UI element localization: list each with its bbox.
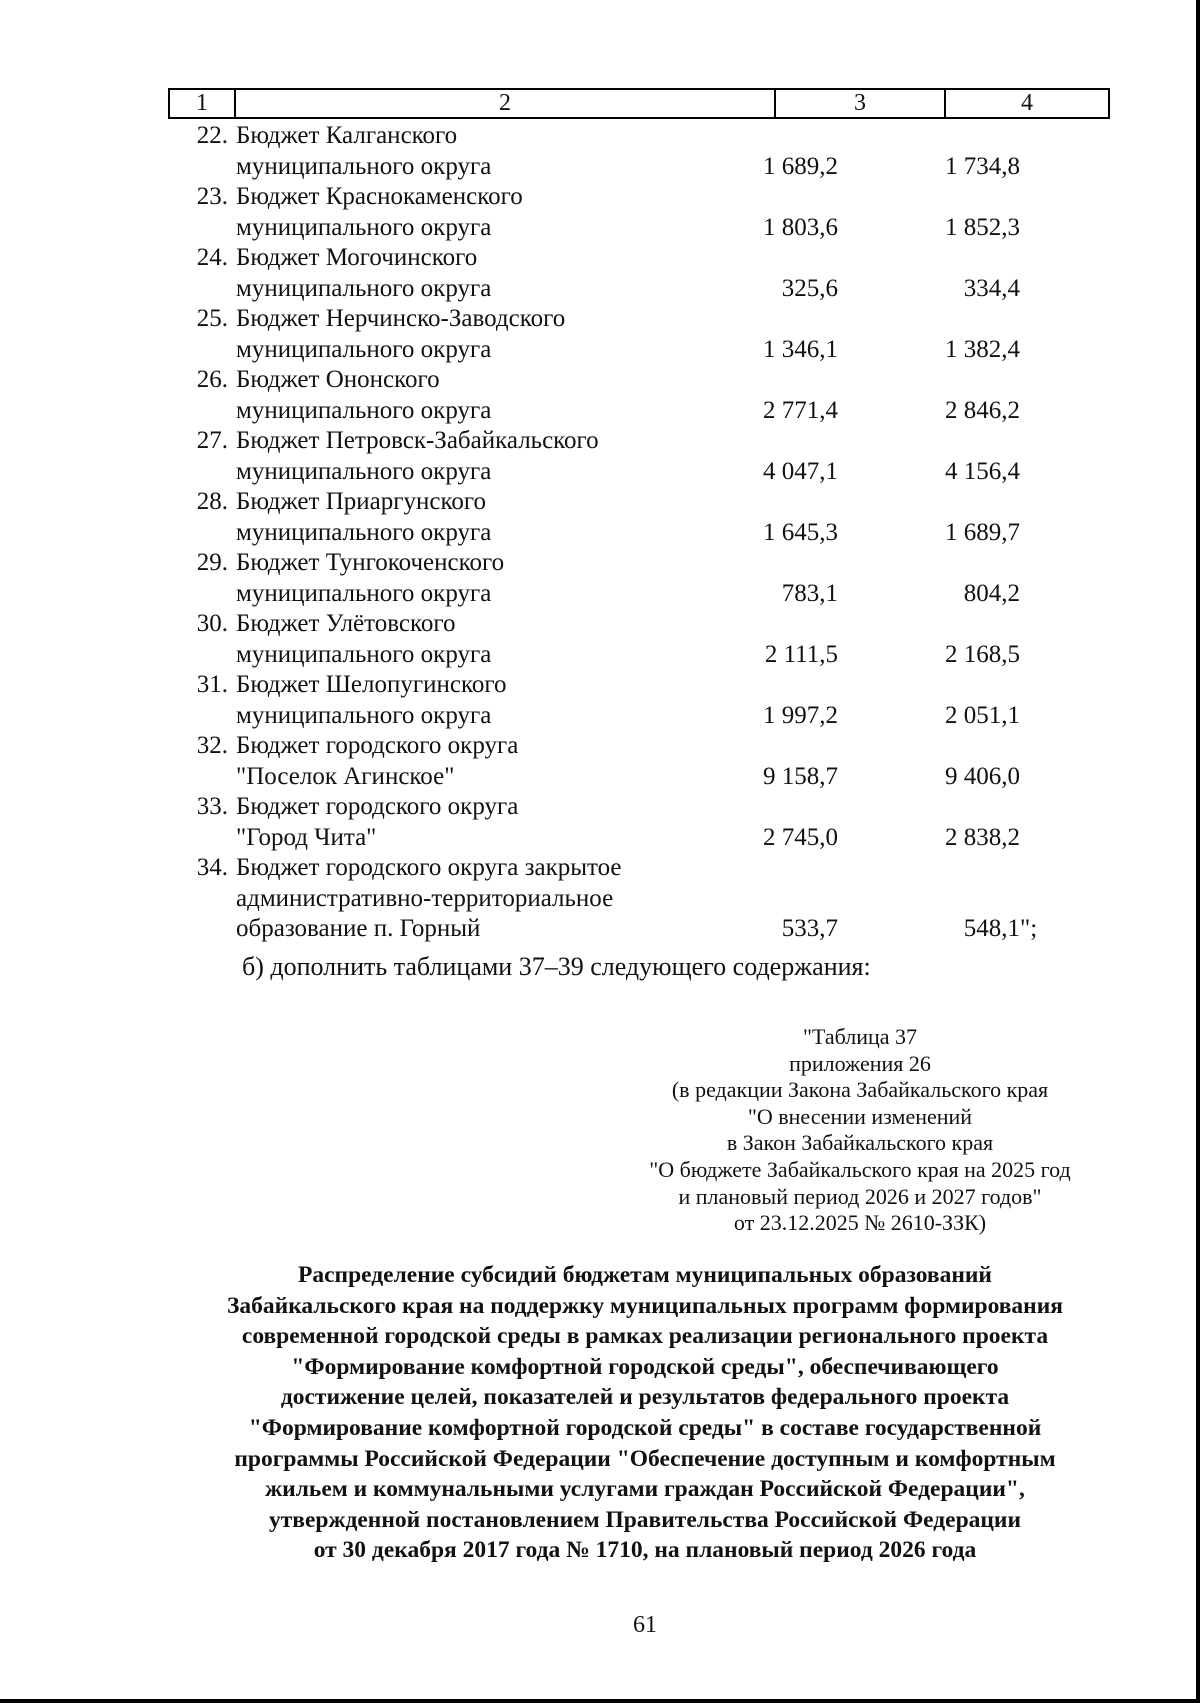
row-name-line: Бюджет Тунгокоченского [236, 549, 505, 576]
row-name-line: муниципального округа [236, 701, 492, 729]
row-name [236, 304, 716, 365]
value-2026: 1 803,6 [763, 213, 838, 241]
table-row [168, 731, 1128, 792]
value-2026: 783,1 [781, 579, 838, 607]
title-line: "Формирование комфортной городской среды" в составе государственной [248, 1414, 1042, 1441]
table-body [168, 121, 1128, 945]
value-2026: 4 047,1 [763, 457, 838, 485]
row-number: 22. [196, 122, 228, 149]
row-name-line: Бюджет Краснокаменского [236, 183, 523, 210]
table-row [168, 243, 1128, 304]
value-2027-text: 2 168,5 [945, 640, 1020, 668]
row-name-line: муниципального округа [236, 335, 492, 363]
table-row [168, 304, 1128, 365]
row-number: 28. [196, 488, 228, 515]
caption-line: "О бюджете Забайкальского края на 2025 год [649, 1156, 1071, 1182]
row-name-line: Бюджет Петровск-Забайкальского [236, 427, 599, 454]
value-2027-text: 1 689,7 [945, 518, 1020, 546]
value-2027-text: 1 734,8 [945, 152, 1020, 180]
row-name [236, 792, 716, 853]
row-name-line: муниципального округа [236, 213, 492, 241]
value-2027-text: 334,4 [963, 274, 1020, 302]
row-number: 30. [196, 610, 228, 637]
row-name-line: муниципального округа [236, 396, 492, 424]
row-number: 31. [196, 671, 228, 698]
value-2027-text: 804,2 [963, 579, 1020, 607]
row-name [236, 426, 716, 487]
row-name-line: Бюджет городского округа закрытое [236, 854, 622, 881]
value-2026: 2 771,4 [763, 396, 838, 424]
document-title [160, 1260, 1130, 1566]
table-header [168, 88, 1110, 119]
amendment-paragraph: б) дополнить таблицами 37–39 следующего содержания: [242, 952, 871, 981]
header-col-2: 2 [236, 90, 776, 117]
value-2027 [964, 579, 1020, 610]
caption-line: от 23.12.2025 № 2610-ЗЗК) [733, 1210, 987, 1236]
value-2026: 9 158,7 [763, 762, 838, 790]
row-name-line: муниципального округа [236, 640, 492, 668]
caption-line: в Закон Забайкальского края [726, 1130, 994, 1156]
table-row [168, 670, 1128, 731]
row-number: 34. [196, 854, 228, 881]
page-number: 61 [633, 1612, 657, 1638]
row-name-line: Бюджет городского округа [236, 732, 519, 759]
row-number: 27. [196, 427, 228, 454]
row-name-line: муниципального округа [236, 457, 492, 485]
title-line: программы Российской Федерации "Обеспечение доступным и комфортным [234, 1445, 1056, 1472]
row-name-line: муниципального округа [236, 274, 492, 302]
caption-line: (в редакции Закона Забайкальского края [671, 1077, 1049, 1103]
row-name-line: муниципального округа [236, 579, 492, 607]
table-row [168, 121, 1128, 182]
row-name-line: Бюджет Улётовского [236, 610, 456, 637]
value-2027 [945, 762, 1020, 793]
row-number: 23. [196, 183, 228, 210]
value-2026: 1 645,3 [763, 518, 838, 546]
row-number: 24. [196, 244, 228, 271]
row-name [236, 365, 716, 426]
row-name-line: образование п. Горный [236, 915, 481, 942]
closing-quote: "; [1020, 915, 1038, 942]
value-2027 [945, 823, 1020, 854]
value-2027-text: 9 406,0 [945, 762, 1020, 790]
value-2027-text: 1 382,4 [945, 335, 1020, 363]
value-2027 [945, 152, 1020, 183]
title-line: современной городской среды в рамках реализации регионального проекта [241, 1323, 1049, 1350]
value-2027 [945, 518, 1020, 549]
title-line: утвержденной постановлением Правительства Российской Федерации [268, 1506, 1022, 1533]
value-2026: 1 997,2 [763, 701, 838, 729]
row-number: 33. [196, 793, 228, 820]
title-line: от 30 декабря 2017 года № 1710, на плановый период 2026 года [313, 1537, 977, 1564]
row-name-line: "Город Чита" [236, 823, 377, 851]
header-col-3: 3 [776, 90, 946, 117]
row-name-line: муниципального округа [236, 152, 492, 180]
title-line: "Формирование комфортной городской среды", обеспечивающего [291, 1353, 999, 1380]
row-name-line: Бюджет Приаргунского [236, 488, 486, 515]
value-2027-text: 548,1 [963, 915, 1020, 942]
table-row [168, 853, 1128, 945]
caption-line: и плановый период 2026 и 2027 годов" [678, 1183, 1042, 1209]
table-row [168, 609, 1128, 670]
row-name [236, 670, 716, 731]
row-number: 32. [196, 732, 228, 759]
caption-line: "Таблица 37 [802, 1024, 918, 1049]
row-name [236, 182, 716, 243]
title-line: Распределение субсидий бюджетам муниципальных образований [298, 1262, 992, 1288]
value-2026: 2 745,0 [763, 823, 838, 851]
row-name [236, 548, 716, 609]
row-number: 26. [196, 366, 228, 393]
row-name-line: Бюджет Могочинского [236, 244, 478, 271]
value-2027 [964, 274, 1020, 305]
value-2027 [945, 640, 1020, 671]
value-2027-text: 2 846,2 [945, 396, 1020, 424]
row-number: 25. [196, 305, 228, 332]
value-2027-text: 4 156,4 [945, 457, 1020, 485]
row-name-line: Бюджет Калганского [236, 122, 458, 149]
caption-line: "О внесении изменений [747, 1103, 973, 1129]
value-2027 [945, 457, 1020, 488]
table-row [168, 487, 1128, 548]
row-name-line: Бюджет городского округа [236, 793, 519, 820]
value-2026: 1 689,2 [763, 152, 838, 180]
row-name-line: Бюджет Шелопугинского [236, 671, 507, 698]
row-name-line: административно-территориальное [236, 884, 614, 912]
row-name-line: муниципального округа [236, 518, 492, 546]
row-name-line: "Поселок Агинское" [236, 762, 455, 790]
row-name [236, 731, 716, 792]
value-2026: 1 346,1 [763, 335, 838, 363]
row-name [236, 243, 716, 304]
title-line: жильем и коммунальными услугами граждан Российской Федерации", [265, 1476, 1025, 1503]
table-row [168, 365, 1128, 426]
table-row [168, 792, 1128, 853]
value-2026: 533,7 [781, 915, 838, 942]
table-row [168, 548, 1128, 609]
value-2026: 2 111,5 [764, 640, 838, 668]
row-name [236, 121, 716, 182]
value-2027 [945, 335, 1020, 366]
row-number: 29. [196, 549, 228, 576]
title-line: достижение целей, показателей и результатов федерального проекта [280, 1384, 1010, 1411]
row-name [236, 853, 716, 945]
value-2027-text: 2 051,1 [945, 701, 1020, 729]
value-2027-text: 2 838,2 [945, 823, 1020, 851]
header-col-4: 4 [1021, 90, 1033, 116]
table-row [168, 426, 1128, 487]
title-line: Забайкальского края на поддержку муниципальных программ формирования [227, 1292, 1063, 1319]
value-2027-text: 1 852,3 [945, 213, 1020, 241]
header-col-1: 1 [170, 90, 236, 117]
caption-line: приложения 26 [789, 1050, 931, 1076]
table-row [168, 182, 1128, 243]
value-2026: 325,6 [781, 274, 838, 302]
value-2027 [945, 701, 1020, 732]
value-2027 [945, 396, 1020, 427]
row-name-line: Бюджет Нерчинско-Заводского [236, 305, 566, 332]
row-name [236, 487, 716, 548]
value-2027 [963, 914, 1038, 945]
table-caption [600, 1024, 1120, 1237]
row-name-line: Бюджет Ононского [236, 366, 440, 393]
value-2027 [945, 213, 1020, 244]
row-name [236, 609, 716, 670]
